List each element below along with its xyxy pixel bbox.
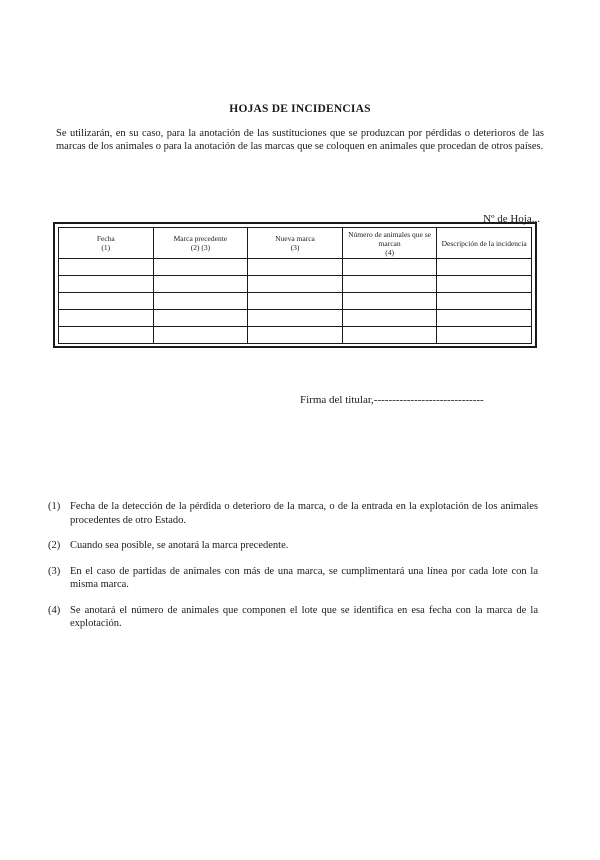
footnote-4: [48, 604, 538, 631]
table-cell[interactable]: [437, 293, 532, 310]
table-header-row: [59, 228, 532, 259]
col-header-label: Nueva marca: [275, 234, 315, 243]
footnote-number: (4): [48, 604, 61, 616]
footnote-2: [48, 539, 538, 553]
table-cell[interactable]: [153, 276, 248, 293]
table-cell[interactable]: [59, 293, 154, 310]
col-header-label: Marca precedente: [173, 234, 228, 243]
table-cell[interactable]: [153, 259, 248, 276]
table-cell[interactable]: [437, 327, 532, 344]
col-header-label: Número de animales que se marcan: [348, 229, 432, 248]
table-cell[interactable]: [248, 259, 343, 276]
col-header-note: (2) (3): [190, 243, 211, 252]
table-cell[interactable]: [342, 327, 437, 344]
col-header-nueva-marca: [248, 228, 343, 259]
table-cell[interactable]: [248, 293, 343, 310]
page-title: HOJAS DE INCIDENCIAS: [229, 103, 371, 115]
table-cell[interactable]: [153, 293, 248, 310]
col-header-note: (4): [385, 247, 394, 257]
footnote-text: En el caso de partidas de animales con más de una marca, se cumplimentará una línea por cada lote con la misma marca.: [70, 565, 538, 590]
table-cell[interactable]: [59, 327, 154, 344]
table-cell[interactable]: [437, 259, 532, 276]
col-header-fecha: [59, 228, 154, 259]
table-cell[interactable]: [437, 310, 532, 327]
incidents-table: [58, 227, 532, 344]
intro-paragraph: Se utilizarán, en su caso, para la anotación de las sustituciones que se produzcan por pérdidas o deterioros de las marcas de los animales o para la anotación de las marcas que se coloquen en animales que procedan de otros países.: [56, 128, 544, 152]
table-cell[interactable]: [437, 276, 532, 293]
incidents-table-frame: [53, 222, 537, 348]
col-header-label: Fecha: [96, 234, 115, 243]
signature-line: Firma del titular,------------------------------: [300, 394, 484, 406]
table-cell[interactable]: [342, 276, 437, 293]
table-cell[interactable]: [59, 276, 154, 293]
col-header-marca-precedente: [153, 228, 248, 259]
col-header-note: (1): [101, 243, 111, 252]
footnote-1: [48, 500, 538, 527]
table-cell[interactable]: [342, 259, 437, 276]
table-cell[interactable]: [153, 310, 248, 327]
table-cell[interactable]: [248, 276, 343, 293]
footnote-number: (3): [48, 565, 61, 577]
col-header-descripcion: [437, 228, 532, 259]
table-cell[interactable]: [153, 327, 248, 344]
col-header-note: (3): [290, 243, 300, 252]
sheet-number-label: Nº de Hoja...: [483, 213, 540, 225]
table-cell[interactable]: [342, 293, 437, 310]
table-cell[interactable]: [248, 327, 343, 344]
footnotes: [48, 500, 538, 643]
table-row: [59, 276, 532, 293]
footnote-3: [48, 565, 538, 592]
footnote-number: (2): [48, 540, 61, 551]
table-row: [59, 259, 532, 276]
table-cell[interactable]: [248, 310, 343, 327]
col-header-numero-animales: [342, 228, 437, 259]
table-row: [59, 293, 532, 310]
footnote-text: Fecha de la detección de la pérdida o deterioro de la marca, o de la entrada en la explotación de los animales procedentes de otro Estado.: [70, 501, 538, 526]
table-row: [59, 327, 532, 344]
table-cell[interactable]: [59, 310, 154, 327]
table-cell[interactable]: [59, 259, 154, 276]
table-row: [59, 310, 532, 327]
table-cell[interactable]: [342, 310, 437, 327]
footnote-text: Se anotará el número de animales que componen el lote que se identifica en esa fecha con la marca de la explotación.: [70, 604, 538, 629]
footnote-number: (1): [48, 501, 61, 512]
col-header-label: Descripción de la incidencia: [441, 238, 527, 248]
footnote-text: Cuando sea posible, se anotará la marca precedente.: [70, 540, 289, 551]
